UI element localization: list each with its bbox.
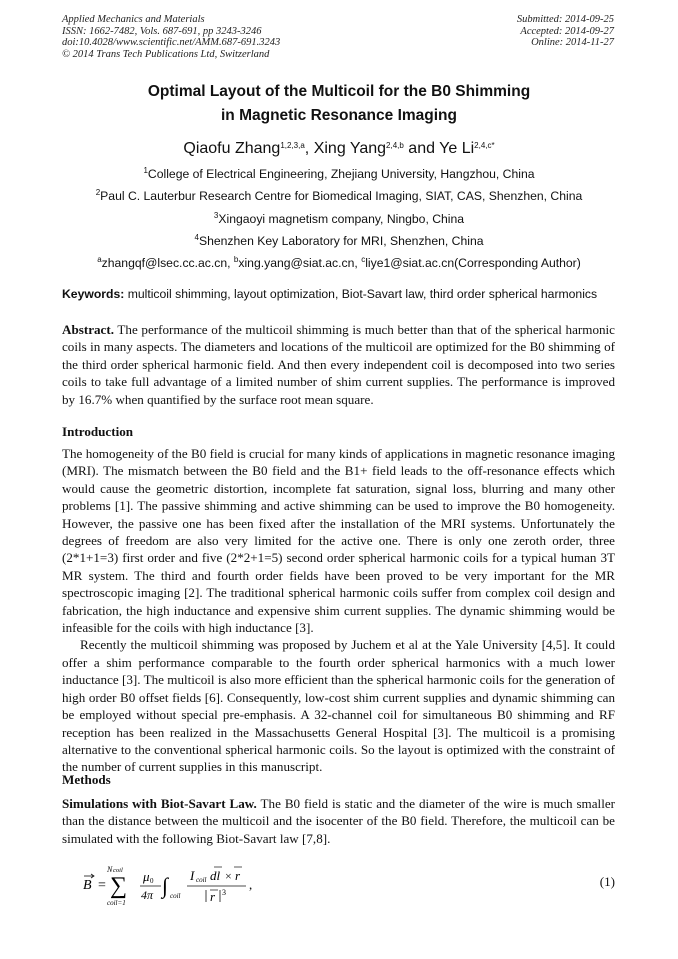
author-2-affil: 2,4,b xyxy=(386,141,404,150)
affiliation-text: College of Electrical Engineering, Zhejiang University, Hangzhou, China xyxy=(147,167,535,181)
copyright: © 2014 Trans Tech Publications Ltd, Switzerland xyxy=(62,48,270,60)
author-3: Ye Li xyxy=(439,140,475,157)
eq-int-sub: coil xyxy=(170,892,181,900)
affiliation-number: 3 xyxy=(213,210,219,220)
methods-body xyxy=(62,795,615,847)
intro-paragraph-1: The homogeneity of the B0 field is crucial for many kinds of applications in magnetic resonance imaging (MRI). The mismatch between the B0 field and the B1+ field leads to the off-resonance effects which would cause the geometric distortion, incomplete fat saturation, signal loss, blurring and many other problems [1]. The passive shimming and active shimming can be used to improve the B0 homogeneity. However, the passive one has been fixed after the installation of the MRI systems. Unfortunately the degrees of freedom are also very limited for the active one. There is only one zeroth order, three (2*1+1=3) first order and five (2*2+1=5) second order spherical harmonic coils for a typical human 3T MR system. The third and fourth order fields have been proved to be very important for the MR spectroscopic imaging [2]. The traditional spherical harmonic coils suffer from complex coil design and fabrication, the high inductance and expensive shim current supplies. The dynamic shimming would be infeasible for the coils with high inductance [3]. xyxy=(62,446,615,636)
email-marker: c xyxy=(361,255,366,265)
author-separator: and xyxy=(403,140,440,157)
affiliation-text: Shenzhen Key Laboratory for MRI, Shenzhen, China xyxy=(198,233,484,248)
eq-mu-sub: 0 xyxy=(150,877,154,885)
author-3-affil: 2,4,c* xyxy=(474,141,495,150)
methods-subheading: Simulations with Biot-Savart Law. xyxy=(62,796,257,811)
eq-B: B xyxy=(83,878,92,893)
author-list xyxy=(0,140,678,158)
eq-four-pi: 4π xyxy=(141,888,154,902)
submitted-date: Submitted: 2014-09-25 xyxy=(516,14,614,25)
author-1: Qiaofu Zhang xyxy=(183,140,281,157)
affiliation-text: Paul C. Lauterbur Research Centre for Biomedical Imaging, SIAT, CAS, Shenzhen, China xyxy=(100,189,583,204)
doi: doi:10.4028/www.scientific.net/AMM.687-691.3243 xyxy=(62,37,281,48)
affiliation-2 xyxy=(0,185,678,207)
author-2: Xing Yang xyxy=(313,140,387,157)
eq-equals: = xyxy=(98,878,106,893)
equation-number: (1) xyxy=(599,874,615,889)
keywords-text: multicoil shimming, layout optimization, Biot-Savart law, third order spherical harmonics xyxy=(124,287,598,301)
affiliation-3 xyxy=(0,208,678,230)
title-line-1: Optimal Layout of the Multicoil for the B0 Shimming xyxy=(147,83,531,100)
eq-I: I xyxy=(190,868,195,883)
introduction-body xyxy=(62,445,615,776)
affiliation-4 xyxy=(0,230,678,252)
email-c: liye1@siat.ac.cn(Corresponding Author) xyxy=(365,256,581,271)
email-list xyxy=(0,252,678,274)
online-date: Online: 2014-11-27 xyxy=(531,37,614,48)
eq-sum-top-sub: coil xyxy=(113,867,123,874)
keywords-label: Keywords: xyxy=(62,287,125,301)
eq-r-den: r xyxy=(210,889,216,904)
eq-sum-bottom: coil=1 xyxy=(107,899,126,907)
eq-r-num: r xyxy=(235,868,241,883)
email-marker: a xyxy=(97,255,102,265)
email-marker: b xyxy=(233,255,239,265)
eq-mu: μ xyxy=(143,869,150,884)
issn: ISSN: 1662-7482, Vols. 687-691, pp 3243-3246 xyxy=(62,25,262,37)
author-separator: , xyxy=(304,140,314,157)
accepted-date: Accepted: 2014-09-27 xyxy=(520,25,614,37)
journal-header-right xyxy=(517,14,614,49)
affiliation-1 xyxy=(0,163,678,185)
biot-savart-equation xyxy=(76,860,276,910)
paper-title xyxy=(0,80,678,128)
email-b: xing.yang@siat.ac.cn, xyxy=(238,256,362,271)
eq-sum-top: N xyxy=(107,865,113,874)
abstract-label: Abstract. xyxy=(62,322,114,337)
abstract xyxy=(62,321,615,408)
summation-icon: ∑ xyxy=(110,873,128,899)
title-line-2: in Magnetic Resonance Imaging xyxy=(221,107,457,124)
affiliation-number: 2 xyxy=(95,188,101,198)
equation-1 xyxy=(62,860,615,910)
methods-heading: Methods xyxy=(62,772,111,787)
keywords xyxy=(62,287,622,301)
email-a: zhangqf@lsec.cc.ac.cn, xyxy=(101,256,234,271)
eq-comma: , xyxy=(249,877,253,892)
introduction-heading: Introduction xyxy=(62,424,134,439)
methods-text: The B0 field is static and the diameter of the wire is much smaller than the distance between the multicoil and the isocenter of the B0 field. Therefore, the multicoil can be simulated with the following Biot-Savart law [7,8]. xyxy=(62,796,616,846)
affiliation-number: 4 xyxy=(194,232,199,242)
eq-I-sub: coil xyxy=(196,876,207,884)
eq-times: × xyxy=(225,869,232,883)
integral-icon: ∫ xyxy=(162,873,169,898)
affiliations xyxy=(0,163,678,274)
abstract-text: The performance of the multicoil shimming is much better than that of the spherical harmonic coils in many aspects. The diameters and locations of the multicoil are optimized for the B0 shimming of the third order spherical harmonic field. And then every independent coil is decomposed into two series coils to take full advantage of a limited number of shim current supplies. The performance is improved by 16.7% when quantified by the surface root mean square. xyxy=(62,322,615,407)
journal-name: Applied Mechanics and Materials xyxy=(62,14,205,25)
journal-header-left xyxy=(62,14,280,60)
intro-paragraph-2: Recently the multicoil shimming was proposed by Juchem et al at the Yale University [4,5]. It could offer a shim performance comparable to the fourth order spherical harmonics with a much lower inductance [3]. The multicoil is also more efficient than the spherical harmonic coils for the generation of high order B0 offset fields [6]. Consequently, low-cost shim current supplies and dynamic shimming can be employed without special pre-emphasis. A 32-channel coil for simultaneous B0 shimming and RF reception has been realized in the Massachusetts General Hospital [3]. The multicoil is a promising alternative to the conventional spherical harmonic coils. So the layout is optimized with the constraint of the number of current supplies in this manuscript. xyxy=(62,637,615,775)
eq-cube: 3 xyxy=(222,888,226,897)
eq-dl: dl xyxy=(210,868,221,883)
affiliation-text: Xingaoyi magnetism company, Ningbo, China xyxy=(218,211,465,226)
author-1-affil: 1,2,3,a xyxy=(280,141,305,150)
affiliation-number: 1 xyxy=(143,166,148,175)
